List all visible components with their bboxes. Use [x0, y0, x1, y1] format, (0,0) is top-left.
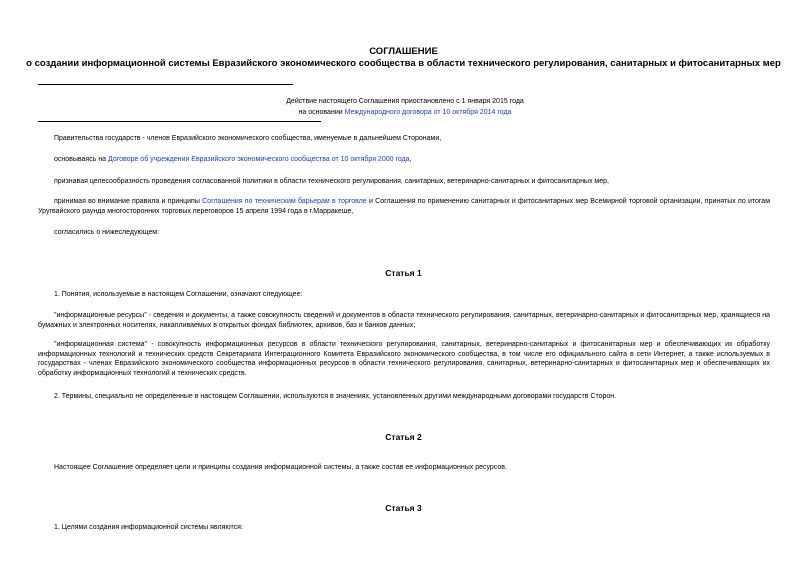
separator-line	[38, 84, 293, 85]
document-title: СОГЛАШЕНИЕ	[369, 46, 438, 57]
article-paragraph: 1. Целями создания информационной системы являются:	[54, 524, 243, 531]
eurasec-treaty-link[interactable]: Договоре об учреждении Евразийского экономического сообщества от 10 октября 2000 года	[108, 156, 410, 163]
preamble-paragraph	[38, 197, 770, 216]
article-1-heading: Статья 1	[385, 268, 422, 278]
preamble-p2-prefix: основываясь на	[54, 156, 109, 163]
article-paragraph: "информационные ресурсы" - сведения и документы, а также совокупность сведений и документов в области технического регулирования, санитарных, ветеринарно-санитарных и фитосанитарных мер, хранящиеся на бумажных и электронных носителях, накапливаемых в открытых фондах библиотек, архивов, баз и банков данных;	[38, 312, 770, 329]
document-subtitle: о создании информационной системы Евразийского экономического сообщества в области технического регулирования, санитарных и фитосанитарных мер	[26, 58, 781, 69]
preamble-paragraph	[38, 155, 770, 165]
article-paragraph: "информационная система" - совокупность информационных ресурсов в области технического регулирования, санитарных, ветеринарно-санитарных и фитосанитарных мер и обеспечивающих их обработку информационных технологий и технических средств Секретариата Интеграционного Комитета Евразийского экономического сообщества, в том числе его официального сайта в сети Интернет, а также используемых в государствах - членах Евразийского экономического сообщества информационных ресурсов в области технического регулирования, санитарных, ветеринарно-санитарных и фитосанитарных мер и обеспечивающих их обработку информационных технологий и технических средств.	[38, 341, 770, 377]
article-paragraph: 1. Понятия, используемые в настоящем Соглашении, означают следующее:	[54, 291, 303, 298]
preamble-paragraph: Правительства государств - членов Евразийского экономического сообщества, именуемые в дальнейшем Сторонами,	[54, 135, 442, 142]
article-2-heading: Статья 2	[385, 432, 422, 442]
preamble-p2-suffix: ,	[409, 156, 412, 163]
article-paragraph: 2. Термины, специально не определенные в настоящем Соглашении, используются в значениях, установленных другими международными договорами государств Сторон.	[54, 393, 617, 400]
preamble-paragraph: признавая целесообразность проведения согласованной политики в области технического регулирования, санитарных, ветеринарно-санитарных и фитосанитарных мер,	[54, 178, 609, 185]
preamble-p4-suffix: и Соглашения по применению санитарных и фитосанитарных мер Всемирной торговой организации, принятых по итогам Уругвайского раунда многосторонних торговых переговоров 15 апреля 1994 года в г.Марракеше,	[38, 198, 771, 215]
preamble-p4-prefix: принимая во внимание правила и принципы	[54, 198, 203, 205]
notice-line-1: Действие настоящего Соглашения приостановлено с 1 января 2015 года	[286, 98, 524, 105]
preamble-paragraph: согласились о нижеследующем:	[54, 229, 160, 236]
separator-line	[38, 121, 321, 122]
tbt-agreement-link[interactable]: Соглашения по техническим барьерам в торговле	[202, 198, 367, 205]
treaty-2014-link[interactable]: Международного договора от 10 октября 2014 года	[344, 109, 512, 116]
suspension-notice	[240, 96, 570, 118]
article-paragraph: Настоящее Соглашение определяет цели и принципы создания информационной системы, а также состав ее информационных ресурсов.	[54, 464, 507, 471]
notice-line-2	[240, 107, 570, 118]
notice-line-2-prefix: на основании	[298, 109, 345, 116]
article-3-heading: Статья 3	[385, 503, 422, 513]
